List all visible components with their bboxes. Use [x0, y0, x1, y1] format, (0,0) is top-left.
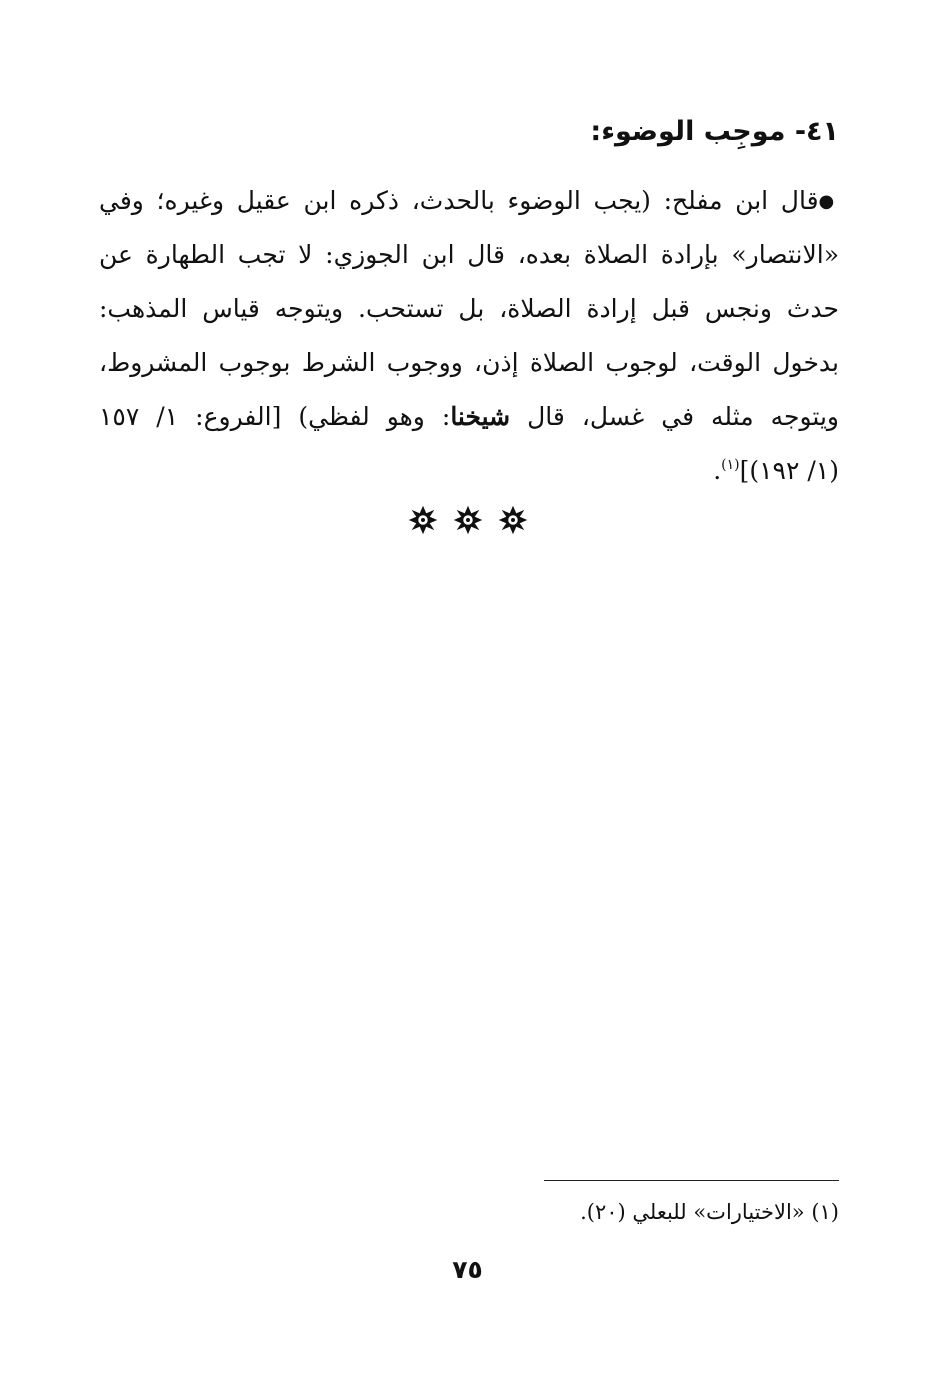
footnote: (١) «الاختيارات» للبعلي (٢٠).: [580, 1200, 839, 1224]
rosette-ornament-icon: [453, 505, 483, 535]
bullet-icon: ●: [818, 191, 839, 212]
citation-ref: (١/ ١٩٢)]: [739, 456, 839, 485]
page-number: ٧٥: [452, 1255, 483, 1284]
line-text: : وهو لفظي) [الفروع: ١/ ١٥٧: [99, 402, 451, 431]
line-end: .: [713, 456, 722, 485]
footnote-separator: [544, 1180, 839, 1181]
line-text: ويتوجه مثله في غسل، قال: [527, 402, 839, 431]
paragraph-line: [99, 390, 839, 444]
paragraph-line: حدث ونجس قبل إرادة الصلاة، بل تستحب. ويتوجه قياس المذهب:: [99, 294, 839, 323]
body-paragraph: [99, 174, 839, 498]
emphasized-word: شيخنا: [450, 402, 511, 431]
footnote-marker: (١): [721, 457, 740, 473]
rosette-ornament-icon: [498, 505, 528, 535]
section-heading: ٤١- موجِب الوضوء:: [590, 116, 839, 147]
paragraph-line: [99, 444, 839, 498]
paragraph-line: [99, 174, 839, 228]
paragraph-line: «الانتصار» بإرادة الصلاة بعده، قال ابن الجوزي: لا تجب الطهارة عن: [99, 240, 839, 269]
section-divider-ornaments: [0, 505, 935, 535]
paragraph-line: بدخول الوقت، لوجوب الصلاة إذن، ووجوب الشرط بوجوب المشروط،: [99, 348, 839, 377]
rosette-ornament-icon: [408, 505, 438, 535]
line-text: قال ابن مفلح: (يجب الوضوء بالحدث، ذكره ابن عقيل وغيره؛ وفي: [99, 186, 819, 215]
